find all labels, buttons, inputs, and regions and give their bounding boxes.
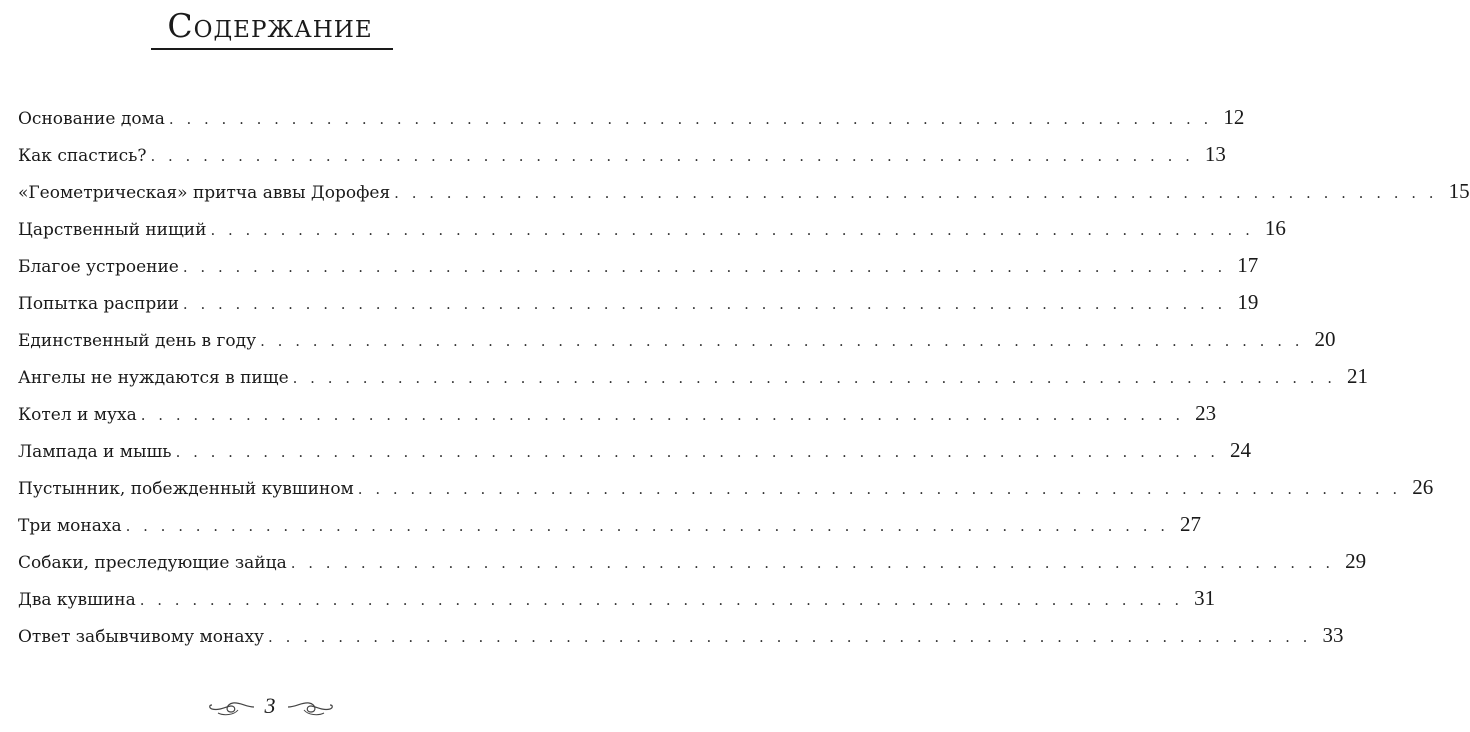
toc-entry-title: Основание дома: [18, 109, 165, 129]
toc-leader-dots: . . . . . . . . . . . . . . . . . . . . . . . . . . . . . . . . . . . . . . . . . . . . . . . . . . . . . . . . . . . .: [290, 554, 1335, 572]
toc-leader-dots: . . . . . . . . . . . . . . . . . . . . . . . . . . . . . . . . . . . . . . . . . . . . . . . . . . . . . . . . . . . .: [260, 332, 1304, 350]
toc-leader-dots: . . . . . . . . . . . . . . . . . . . . . . . . . . . . . . . . . . . . . . . . . . . . . . . . . . . . . . . . . . . .: [182, 295, 1227, 313]
toc-entry: [18, 327, 1336, 364]
toc-entry-title: Ангелы не нуждаются в пище: [18, 368, 289, 388]
toc-entry-title: Три монаха: [18, 516, 122, 536]
toc-entry-page: 27: [1180, 512, 1202, 536]
toc-entry-page: 13: [1204, 142, 1226, 166]
toc-entry: [18, 179, 1470, 216]
toc-entry-title: Лампада и мышь: [18, 442, 172, 462]
toc-entry: [18, 105, 1245, 142]
title-underline: [151, 48, 393, 50]
toc-entry: [18, 586, 1216, 623]
toc-leader-dots: . . . . . . . . . . . . . . . . . . . . . . . . . . . . . . . . . . . . . . . . . . . . . . . . . . . . . . . . . . . .: [150, 147, 1194, 165]
toc-entry-title: Попытка расприи: [18, 294, 179, 314]
toc-leader-dots: . . . . . . . . . . . . . . . . . . . . . . . . . . . . . . . . . . . . . . . . . . . . . . . . . . . . . . . . . . . .: [125, 517, 1170, 535]
toc-leader-dots: . . . . . . . . . . . . . . . . . . . . . . . . . . . . . . . . . . . . . . . . . . . . . . . . . . . . . . . . . . . .: [394, 184, 1438, 202]
toc-leader-dots: . . . . . . . . . . . . . . . . . . . . . . . . . . . . . . . . . . . . . . . . . . . . . . . . . . . . . . . . . . . .: [140, 406, 1185, 424]
toc-entry-title: Собаки, преследующие зайца: [18, 553, 287, 573]
toc-entry-title: Благое устроение: [18, 257, 179, 277]
toc-entry-title: «Геометрическая» притча аввы Дорофея: [18, 183, 391, 203]
toc-entry: [18, 142, 1226, 179]
page-footer: [0, 688, 540, 724]
toc-entry: [18, 216, 1286, 253]
page-title: Содержание: [167, 6, 373, 45]
toc-entry: [18, 623, 1344, 660]
toc-entry-title: Единственный день в году: [18, 331, 257, 351]
toc-entry-title: Пустынник, побежденный кувшином: [18, 479, 354, 499]
flourish-right-icon: [286, 694, 334, 718]
toc-leader-dots: . . . . . . . . . . . . . . . . . . . . . . . . . . . . . . . . . . . . . . . . . . . . . . . . . . . . . . . . . . . .: [268, 628, 1312, 646]
toc-entry-page: 23: [1195, 401, 1217, 425]
toc-entry: [18, 512, 1202, 549]
toc-entry: [18, 253, 1259, 290]
toc-leader-dots: . . . . . . . . . . . . . . . . . . . . . . . . . . . . . . . . . . . . . . . . . . . . . . . . . . . . . . . . . . . .: [182, 258, 1227, 276]
toc-entry: [18, 549, 1367, 586]
toc-entry-page: 17: [1237, 253, 1259, 277]
toc-leader-dots: . . . . . . . . . . . . . . . . . . . . . . . . . . . . . . . . . . . . . . . . . . . . . . . . . . . . . . . . . . . .: [357, 480, 1402, 498]
toc-leader-dots: . . . . . . . . . . . . . . . . . . . . . . . . . . . . . . . . . . . . . . . . . . . . . . . . . . . . . . . . . . . .: [210, 221, 1254, 239]
toc-leader-dots: . . . . . . . . . . . . . . . . . . . . . . . . . . . . . . . . . . . . . . . . . . . . . . . . . . . . . . . . . . . .: [292, 369, 1337, 387]
toc-entry-title: Котел и муха: [18, 405, 137, 425]
toc-entry-page: 21: [1347, 364, 1369, 388]
toc-entry: [18, 475, 1434, 512]
toc-entry-title: Два кувшина: [18, 590, 136, 610]
toc-entry-page: 33: [1322, 623, 1344, 647]
toc-entry-page: 15: [1448, 179, 1470, 203]
toc-entry: [18, 364, 1369, 401]
toc-leader-dots: . . . . . . . . . . . . . . . . . . . . . . . . . . . . . . . . . . . . . . . . . . . . . . . . . . . . . . . . . . . .: [168, 110, 1213, 128]
toc-leader-dots: . . . . . . . . . . . . . . . . . . . . . . . . . . . . . . . . . . . . . . . . . . . . . . . . . . . . . . . . . . . .: [175, 443, 1219, 461]
toc-entry-page: 20: [1314, 327, 1336, 351]
toc-entry-title: Как спастись?: [18, 146, 147, 166]
page-number: 3: [264, 693, 276, 718]
toc-entry-page: 26: [1412, 475, 1434, 499]
toc-entry-title: Царственный нищий: [18, 220, 207, 240]
toc-entry: [18, 401, 1217, 438]
table-of-contents: [18, 105, 1470, 660]
toc-entry-page: 29: [1345, 549, 1367, 573]
toc-entry-page: 24: [1229, 438, 1251, 462]
toc-entry: [18, 290, 1259, 327]
toc-entry: [18, 438, 1251, 475]
toc-entry-page: 19: [1237, 290, 1259, 314]
toc-entry-page: 16: [1264, 216, 1286, 240]
toc-leader-dots: . . . . . . . . . . . . . . . . . . . . . . . . . . . . . . . . . . . . . . . . . . . . . . . . . . . . . . . . . . . .: [139, 591, 1184, 609]
toc-entry-page: 12: [1223, 105, 1245, 129]
toc-entry-page: 31: [1194, 586, 1216, 610]
toc-entry-title: Ответ забывчивому монаху: [18, 627, 265, 647]
